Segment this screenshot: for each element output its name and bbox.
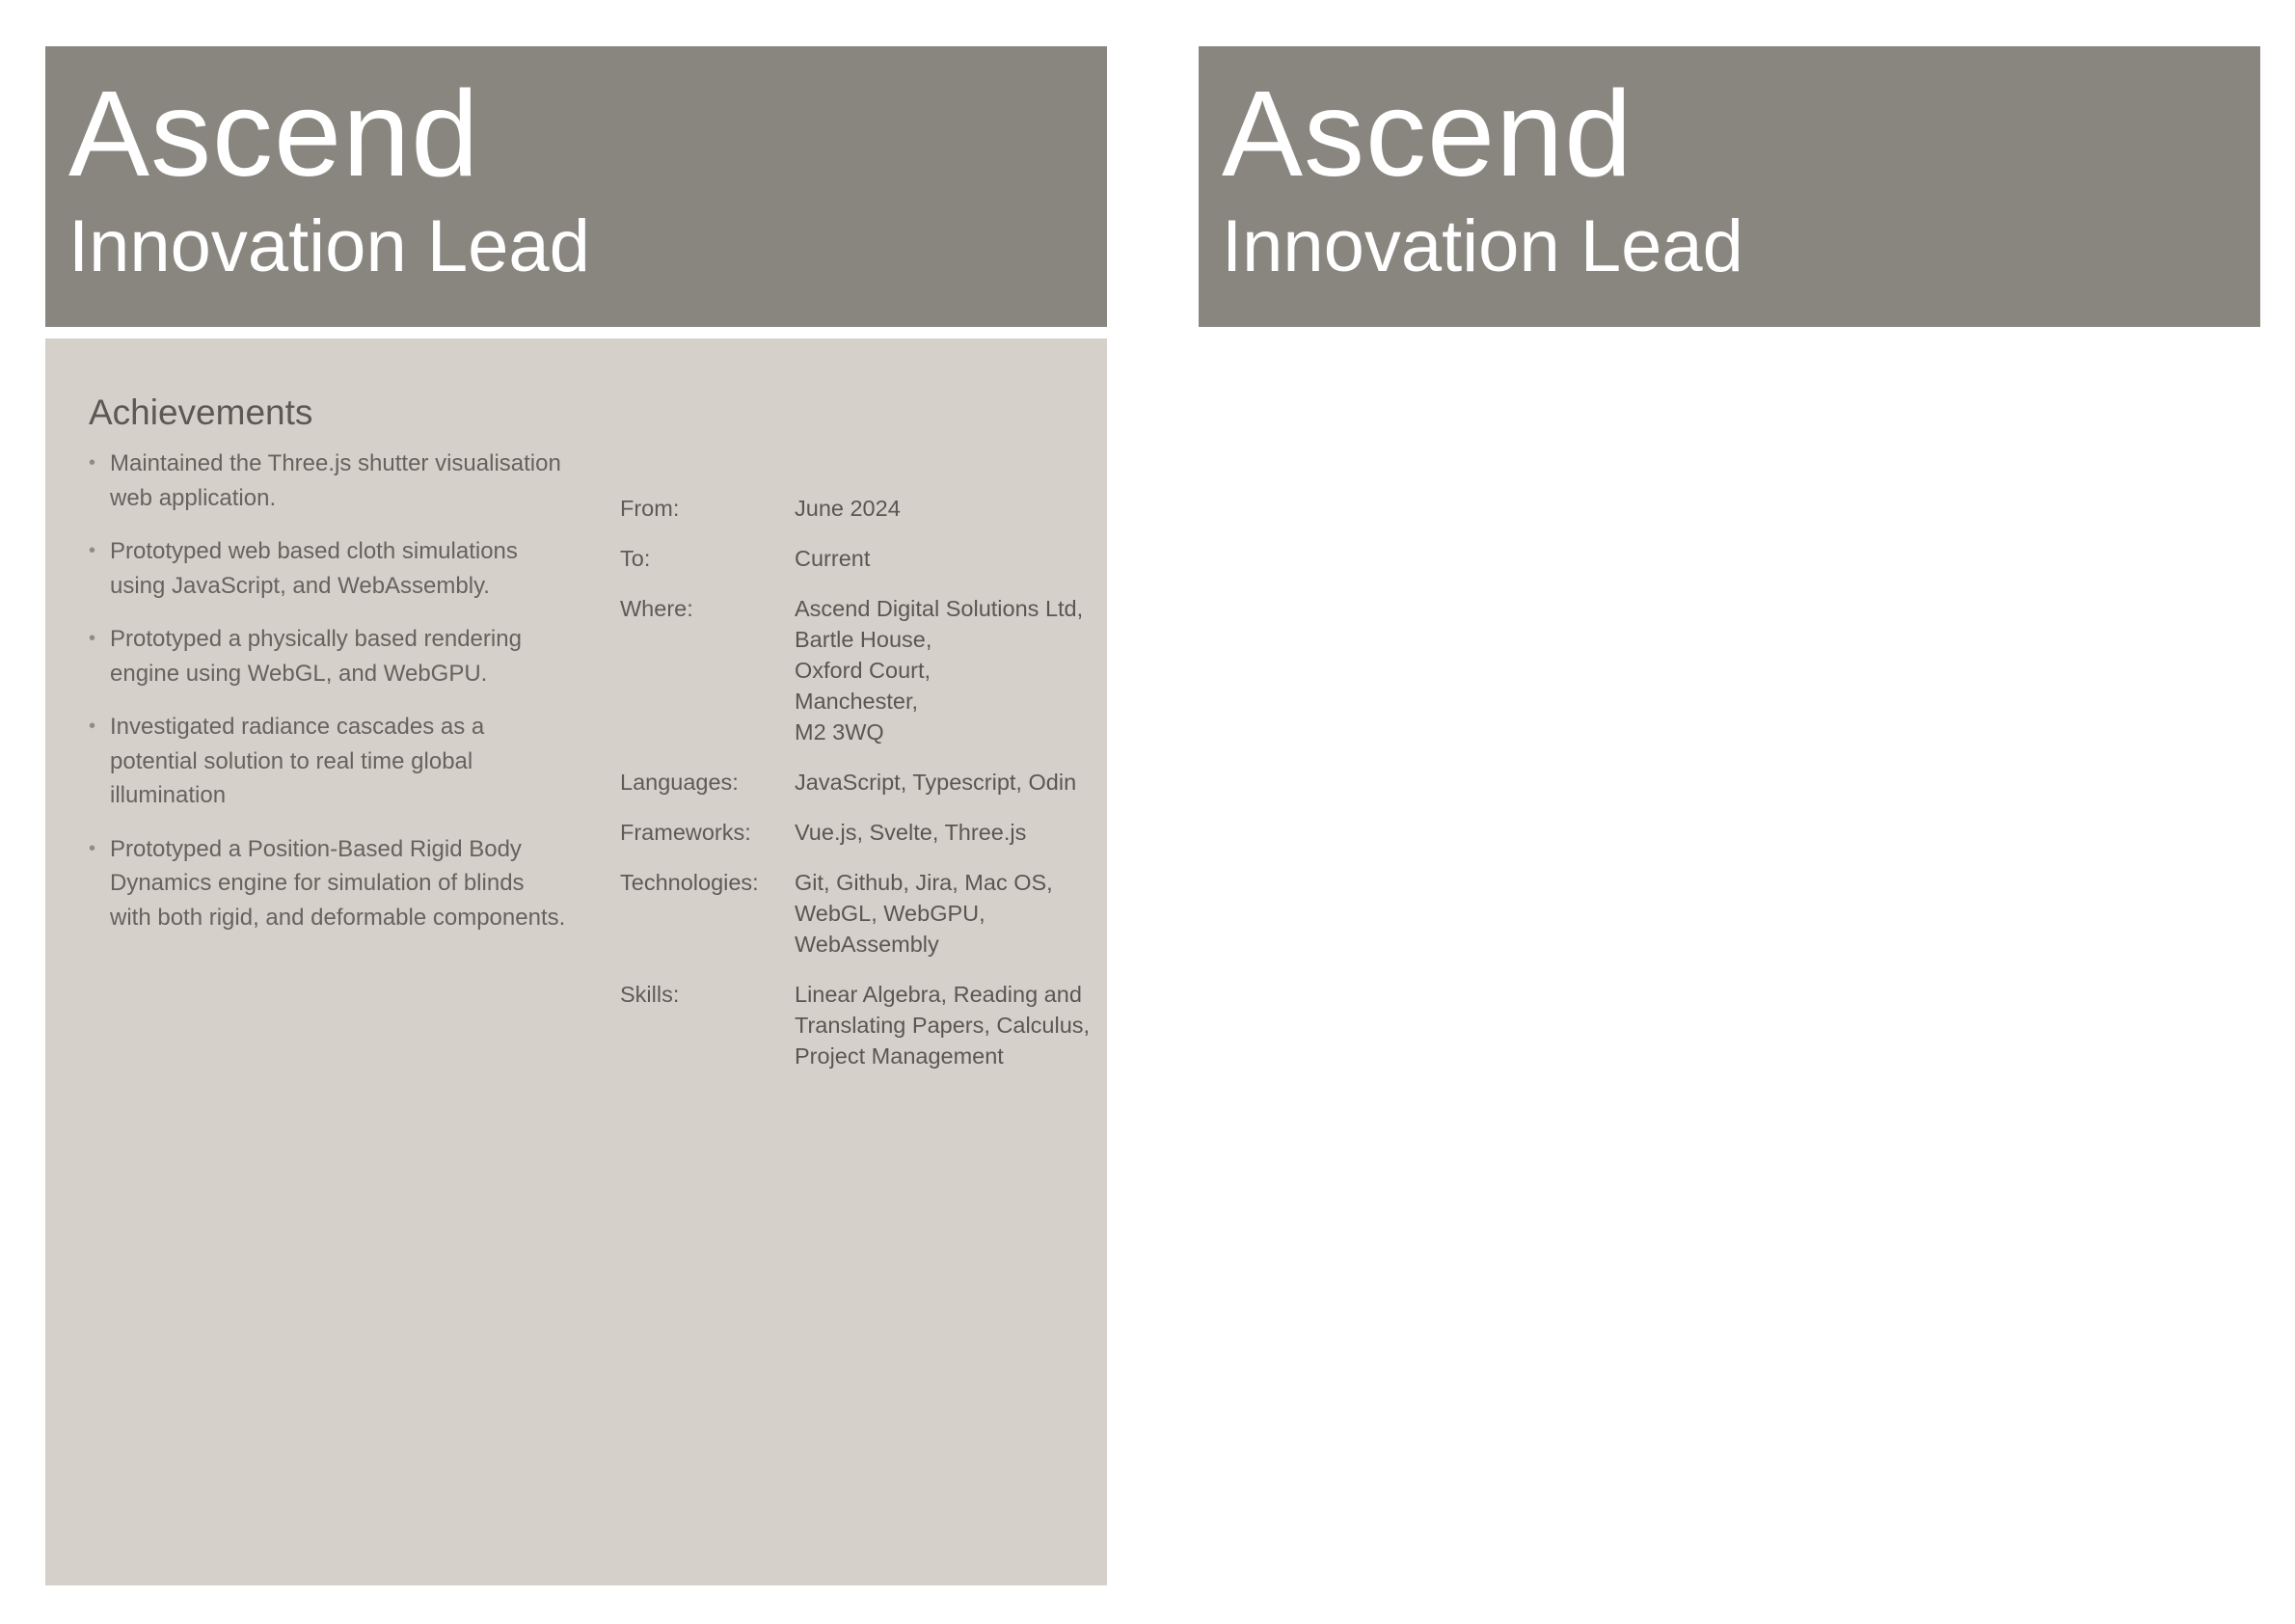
- value-line: Translating Papers, Calculus,: [795, 1013, 1091, 1038]
- detail-label: To:: [620, 546, 651, 571]
- achievements-heading: Achievements: [89, 392, 313, 432]
- achievement-text: Maintained the Three.js shutter visualisation web application.: [110, 450, 561, 511]
- value-line: WebGL, WebGPU,: [795, 901, 986, 926]
- detail-row-languages: [620, 767, 1102, 798]
- detail-value: JavaScript, Typescript, Odin: [795, 770, 1077, 795]
- list-item: [89, 622, 571, 690]
- job-details-panel: [45, 338, 1107, 1585]
- detail-label: Skills:: [620, 982, 680, 1007]
- address-line: Manchester,: [795, 689, 919, 714]
- achievement-text: Prototyped a Position-Based Rigid Body Dynamics engine for simulation of blinds with both rigid, and deformable components.: [110, 835, 566, 931]
- address-line: M2 3WQ: [795, 719, 884, 744]
- detail-value: Vue.js, Svelte, Three.js: [795, 820, 1027, 845]
- value-line: WebAssembly: [795, 932, 939, 957]
- bullet-icon: •: [89, 837, 96, 859]
- detail-value: [795, 593, 1102, 747]
- achievement-text: Prototyped a physically based rendering engine using WebGL, and WebGPU.: [110, 626, 522, 687]
- company-name: Ascend: [1222, 66, 1634, 202]
- bullet-icon: •: [89, 716, 96, 737]
- detail-row-to: [620, 543, 1102, 574]
- job-title: Innovation Lead: [1222, 205, 1743, 287]
- page-2-header: [1199, 46, 2260, 327]
- achievements-list: [89, 447, 571, 954]
- detail-label: Technologies:: [620, 870, 759, 895]
- page-1-header: [45, 46, 1107, 327]
- value-line: Project Management: [795, 1043, 1004, 1069]
- value-line: Linear Algebra, Reading and: [795, 982, 1082, 1007]
- detail-label: Languages:: [620, 770, 739, 795]
- detail-row-frameworks: [620, 817, 1102, 848]
- list-item: [89, 832, 571, 935]
- value-line: Git, Github, Jira, Mac OS,: [795, 870, 1053, 895]
- detail-row-from: [620, 493, 1102, 524]
- list-item: [89, 710, 571, 813]
- list-item: [89, 534, 571, 603]
- detail-row-where: [620, 593, 1102, 747]
- list-item: [89, 447, 571, 515]
- bullet-icon: •: [89, 628, 96, 649]
- achievement-text: Prototyped web based cloth simulations using JavaScript, and WebAssembly.: [110, 538, 518, 599]
- company-name: Ascend: [68, 66, 480, 202]
- detail-row-skills: [620, 979, 1102, 1071]
- detail-row-technologies: [620, 867, 1102, 960]
- detail-value: Current: [795, 546, 871, 571]
- details-table: [620, 493, 1102, 1091]
- detail-label: From:: [620, 496, 680, 521]
- address-line: Oxford Court,: [795, 658, 932, 683]
- detail-label: Frameworks:: [620, 820, 751, 845]
- bullet-icon: •: [89, 452, 96, 474]
- detail-label: Where:: [620, 596, 693, 621]
- achievement-text: Investigated radiance cascades as a potential solution to real time global illumination: [110, 714, 485, 808]
- bullet-icon: •: [89, 540, 96, 561]
- job-title: Innovation Lead: [68, 205, 590, 287]
- detail-value: [795, 979, 1102, 1071]
- detail-value: June 2024: [795, 496, 901, 521]
- detail-value: [795, 867, 1102, 960]
- address-line: Ascend Digital Solutions Ltd,: [795, 596, 1084, 621]
- address-line: Bartle House,: [795, 627, 932, 652]
